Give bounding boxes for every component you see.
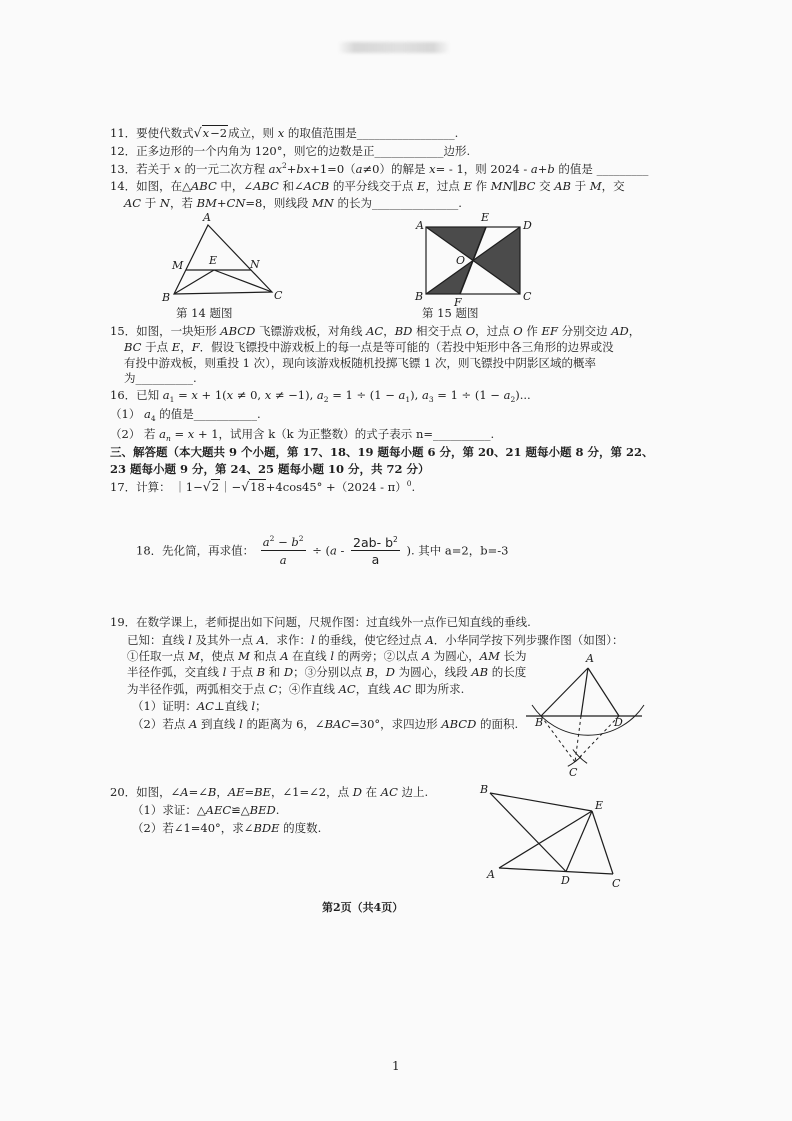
- text-segment: 作: [471, 179, 491, 193]
- label-e: E: [595, 799, 604, 812]
- text-segment: 12．正多边形的一个内角为 120°，则它的边数是正: [110, 144, 375, 158]
- text-segment: 在: [361, 785, 381, 799]
- text-segment: 的面积.: [476, 717, 519, 731]
- math-variable: ABCD: [441, 717, 477, 731]
- text-segment: 半径作弧，交直线: [127, 665, 223, 679]
- text-segment: ∥: [512, 179, 518, 193]
- text-segment: 为: [124, 371, 136, 385]
- text-segment: 2ab- b: [353, 535, 394, 550]
- text-segment: 边上.: [397, 785, 429, 799]
- answer-blank: _________: [596, 162, 649, 176]
- math-variable: D: [385, 665, 395, 679]
- math-variable: l: [222, 665, 227, 679]
- label-b: B: [535, 716, 544, 729]
- math-variable: E: [171, 340, 181, 354]
- text-segment: ，交: [601, 179, 625, 193]
- math-variable: AEC: [205, 803, 232, 817]
- text-segment: ，: [180, 340, 192, 354]
- text-segment: .: [411, 480, 416, 494]
- radical-sign: √: [241, 479, 250, 494]
- arc-center-a: [532, 705, 644, 735]
- text-segment: ．假设飞镖投中游戏板上的每一点是等可能的（若投中矩形中各三角形的边界或没: [199, 340, 614, 354]
- figure-20: [479, 783, 621, 890]
- subscript: 4: [150, 414, 156, 423]
- text-segment: = 1 ÷ (1 −: [433, 388, 504, 402]
- math-variable: BAC: [324, 717, 351, 731]
- page-number: 1: [392, 1059, 400, 1073]
- text-segment: =30°，求四边形: [350, 717, 442, 731]
- math-variable: a: [316, 388, 324, 402]
- math-variable: AB: [554, 179, 571, 193]
- math-variable: ACB: [303, 179, 330, 193]
- math-variable: a: [398, 388, 406, 402]
- text-segment: +: [286, 162, 297, 176]
- text-segment: ｜−: [220, 480, 242, 494]
- math-variable: l: [330, 649, 334, 663]
- text-segment: = - 1，则 2024 -: [435, 162, 531, 176]
- text-segment: 的长度: [488, 665, 527, 679]
- math-variable: BD: [394, 324, 413, 338]
- math-variable: b: [291, 535, 299, 549]
- math-variable: AC: [196, 699, 214, 713]
- math-variable: AB: [471, 665, 489, 679]
- text-segment: 的一元二次方程: [180, 162, 269, 176]
- text-segment: 17．计算： ｜1−: [110, 480, 203, 494]
- math-variable: D: [352, 785, 362, 799]
- text-segment: ≌△: [231, 803, 250, 817]
- math-variable: a: [530, 162, 538, 176]
- text-segment: 23 题每小题 9 分，第 24、25 题每小题 10 分，共 72 分）: [110, 462, 430, 476]
- text-segment: 和点: [249, 649, 281, 663]
- text-segment: -: [336, 543, 345, 558]
- text-segment: .: [257, 407, 261, 421]
- text-segment: =: [244, 785, 255, 799]
- text-segment: 飞镖游戏板，对角线: [255, 324, 367, 338]
- label-b: B: [415, 290, 424, 303]
- math-variable: x: [226, 388, 234, 402]
- label-b: B: [480, 783, 489, 796]
- text-segment: + 1(: [197, 388, 227, 402]
- math-variable: O: [513, 324, 523, 338]
- text-segment: 19．在数学课上，老师提出如下问题，尺规作图：过直线外一点作已知直线的垂线.: [110, 615, 531, 629]
- math-variable: BM: [196, 196, 217, 210]
- text-segment: （1）: [110, 407, 144, 421]
- text-segment: 长为: [499, 649, 527, 663]
- math-variable: a: [329, 543, 337, 558]
- bisector-ce: [214, 270, 272, 292]
- text-segment: ，过点: [475, 324, 514, 338]
- math-variable: a: [503, 388, 511, 402]
- superscript: 0: [406, 479, 412, 488]
- math-variable: bx: [296, 162, 311, 176]
- math-variable: O: [465, 324, 476, 338]
- math-variable: N: [159, 196, 170, 210]
- figure-14: [161, 211, 283, 304]
- text-segment: ，使点: [199, 649, 239, 663]
- answer-blank: ____________: [374, 144, 444, 158]
- text-segment: ≠ 0,: [233, 388, 265, 402]
- math-variable: BE: [254, 785, 272, 799]
- text-segment: 相交于点: [412, 324, 466, 338]
- math-variable: MN: [312, 196, 334, 210]
- figure-15: [414, 211, 532, 309]
- segment-ab: [541, 668, 588, 716]
- math-variable: B: [207, 785, 217, 799]
- math-variable: ABC: [253, 179, 279, 193]
- segment-dc: [575, 716, 619, 762]
- label-c: C: [274, 289, 283, 302]
- math-variable: x: [264, 388, 272, 402]
- math-variable: M: [188, 649, 200, 663]
- label-d: D: [523, 219, 532, 232]
- math-variable: MN: [490, 179, 513, 193]
- math-variable: BDE: [253, 821, 280, 835]
- text-segment: .: [454, 126, 459, 140]
- text-segment: =∠: [188, 785, 208, 799]
- text-segment: 和: [265, 665, 284, 679]
- math-variable: a: [355, 162, 363, 176]
- text-segment: （2） 若: [110, 427, 160, 441]
- text-segment: a: [371, 552, 380, 567]
- math-variable: B: [256, 665, 266, 679]
- segment-ec: [592, 811, 613, 874]
- text-segment: 的距离为 6，∠: [242, 717, 325, 731]
- text-segment: （1）求证：△: [132, 803, 206, 817]
- math-variable: BC: [124, 340, 142, 354]
- label-e: E: [481, 211, 490, 224]
- math-variable: a: [262, 535, 270, 549]
- text-segment: 于点: [226, 665, 257, 679]
- text-segment: ，直线: [355, 682, 394, 696]
- text-segment: ≠0）的解是: [362, 162, 430, 176]
- text-segment: = 1 ÷ (1 −: [328, 388, 399, 402]
- text-segment: （1）证明：: [132, 699, 197, 713]
- segment-bc: [541, 716, 575, 762]
- text-segment: ，: [374, 665, 386, 679]
- text-segment: ．小华同学按下列步骤作图（如图）：: [433, 633, 624, 647]
- text-segment: 于点: [141, 340, 172, 354]
- text-segment: 已知：直线: [127, 633, 189, 647]
- label-d: D: [614, 716, 623, 729]
- text-segment: 的值是: [554, 162, 597, 176]
- figure-14-caption: 第 14 题图: [176, 306, 233, 320]
- label-a: A: [203, 211, 211, 224]
- math-variable: l: [310, 633, 315, 647]
- text-segment: ，: [628, 324, 641, 338]
- math-variable: x: [429, 162, 436, 176]
- text-segment: + 1，试用含 k（k 为正整数）的式子表示 n=: [194, 427, 434, 441]
- math-variable: x: [187, 427, 195, 441]
- label-d: D: [561, 874, 570, 887]
- text-segment: +: [537, 162, 548, 176]
- text-segment: 的取值范围是: [284, 126, 357, 140]
- math-variable: CN: [226, 196, 246, 210]
- math-variable: M: [238, 649, 250, 663]
- text-segment: 及其外一点: [191, 633, 257, 647]
- text-segment: +4cos45° +（2024 - π）: [265, 480, 407, 494]
- subscript-variable: n: [166, 434, 171, 443]
- math-variable: a: [162, 388, 170, 402]
- math-variable: l: [239, 717, 243, 731]
- label-c: C: [569, 766, 578, 779]
- superscript: 2: [393, 535, 398, 544]
- label-a: A: [416, 219, 424, 232]
- answer-blank: ___________: [193, 407, 258, 421]
- text-segment: 的平分线交于点: [329, 179, 418, 193]
- text-segment: ，若: [169, 196, 197, 210]
- text-segment: （2）若∠1=40°，求∠: [132, 821, 254, 835]
- segment-ad: [588, 668, 619, 716]
- text-segment: .: [490, 427, 495, 441]
- text-segment: 为圆心，: [430, 649, 480, 663]
- text-segment: 18．先化简，再求值：: [136, 543, 255, 558]
- segment-ac: [499, 868, 613, 874]
- answer-blank: _______________: [372, 196, 459, 210]
- text-segment: 三、解答题（本大题共 9 个小题，第 17、18、19 题每小题 6 分，第 20、21 题每小题 8 分，第 22、: [110, 445, 654, 459]
- math-variable: AC: [393, 682, 411, 696]
- label-c: C: [523, 290, 532, 303]
- text-segment: 13．若关于: [110, 162, 175, 176]
- label-e: E: [209, 254, 218, 267]
- text-segment: 的两旁；②以点: [334, 649, 422, 663]
- text-segment: +: [216, 196, 227, 210]
- math-variable: AC: [338, 682, 356, 696]
- radicand-variable: x: [202, 126, 210, 140]
- text-segment: ．求作：: [264, 633, 311, 647]
- text-segment: 和∠: [278, 179, 304, 193]
- text-segment: 成立，则: [228, 126, 278, 140]
- math-variable: AE: [227, 785, 245, 799]
- text-segment: ①任取一点: [127, 649, 189, 663]
- math-variable: F: [191, 340, 200, 354]
- text-segment: )...: [515, 388, 531, 402]
- text-segment: 11．要使代数式: [110, 126, 194, 140]
- subscript: 2: [323, 395, 329, 404]
- math-variable: A: [421, 649, 431, 663]
- text-segment: ),: [410, 388, 422, 402]
- math-variable: AM: [479, 649, 500, 663]
- radicand: 2: [211, 480, 220, 494]
- math-variable: x: [174, 162, 181, 176]
- radicand: −2: [210, 126, 228, 140]
- text-segment: 15．如图，一块矩形: [110, 324, 221, 338]
- text-segment: 的垂线，使它经过点: [314, 633, 426, 647]
- math-variable: AC: [124, 196, 142, 210]
- math-variable: ax: [268, 162, 282, 176]
- label-m: M: [172, 259, 184, 272]
- math-variable: E: [463, 179, 472, 193]
- text-segment: 的长为: [333, 196, 372, 210]
- math-variable: A: [188, 717, 198, 731]
- text-segment: 有投中游戏板，则重投 1 次），现向该游戏板随机投掷飞镖 1 次，则飞镖投中阴影区域的概率: [124, 356, 597, 370]
- text-segment: 中，∠: [216, 179, 254, 193]
- subscript: 2: [510, 395, 516, 404]
- segment-ae: [499, 811, 592, 868]
- text-segment: 16．已知: [110, 388, 163, 402]
- text-segment: +1=0（: [310, 162, 356, 176]
- math-variable: ABC: [190, 179, 217, 193]
- text-segment: ，: [216, 785, 228, 799]
- text-segment: 作: [522, 324, 542, 338]
- label-b: B: [162, 291, 171, 304]
- label-o: O: [456, 254, 466, 267]
- text-segment: ≠ −1),: [271, 388, 317, 402]
- math-variable: ABCD: [220, 324, 256, 338]
- math-variable: EF: [541, 324, 558, 338]
- text-segment: ；③分别以点: [293, 665, 366, 679]
- figure-19: [526, 652, 644, 779]
- text-segment: 到直线: [197, 717, 240, 731]
- math-variable: a: [421, 388, 429, 402]
- text-segment: −: [274, 535, 292, 549]
- math-variable: a: [159, 427, 166, 441]
- math-variable: D: [283, 665, 294, 679]
- text-segment: ，: [383, 324, 395, 338]
- text-segment: 为圆心，线段: [395, 665, 472, 679]
- text-segment: 在直线: [288, 649, 331, 663]
- math-variable: a: [143, 407, 151, 421]
- math-variable: A: [280, 649, 289, 663]
- subscript: 1: [169, 395, 175, 404]
- answer-blank: __________: [135, 371, 193, 385]
- math-variable: a: [279, 553, 287, 567]
- subscript: 1: [405, 395, 411, 404]
- text-segment: 为半径作弧，两弧相交于点: [127, 682, 269, 696]
- text-segment: （2）若点: [132, 717, 189, 731]
- text-segment: 边形.: [443, 144, 471, 158]
- math-variable: E: [417, 179, 426, 193]
- answer-blank: __________: [433, 427, 491, 441]
- text-segment: 的度数.: [279, 821, 322, 835]
- radicand: 18: [250, 480, 265, 494]
- superscript: 2: [269, 534, 275, 543]
- text-segment: ，∠1=∠2，点: [271, 785, 353, 799]
- figure-15-caption: 第 15 题图: [422, 306, 479, 320]
- segment-ed: [566, 811, 592, 872]
- math-variable: b: [547, 162, 555, 176]
- math-variable: AC: [380, 785, 398, 799]
- text-segment: ；④作直线: [277, 682, 339, 696]
- text-segment: 分别交边: [557, 324, 612, 338]
- text-segment: 即为所求.: [411, 682, 465, 696]
- math-variable: AD: [611, 324, 629, 338]
- math-variable: l: [188, 633, 192, 647]
- math-variable: A: [256, 633, 265, 647]
- text-segment: 14．如图，在△: [110, 179, 191, 193]
- math-variable: BED: [249, 803, 276, 817]
- math-variable: A: [425, 633, 434, 647]
- text-segment: ⊥直线: [213, 699, 252, 713]
- label-a: A: [487, 868, 495, 881]
- line-ac-upper: [581, 668, 588, 716]
- text-segment: =: [174, 388, 192, 402]
- text-segment: 的值是: [155, 407, 194, 421]
- label-a: A: [586, 652, 594, 665]
- superscript: 2: [298, 534, 304, 543]
- text-segment: =: [170, 427, 188, 441]
- answer-blank: _________________: [356, 126, 455, 140]
- math-variable: M: [589, 179, 602, 193]
- text-segment: 20．如图，∠: [110, 785, 181, 799]
- radical-sign: √: [193, 125, 202, 140]
- superscript: 2: [281, 161, 287, 170]
- text-segment: 交: [535, 179, 555, 193]
- text-segment: .: [275, 803, 280, 817]
- text-segment: 于: [571, 179, 590, 193]
- text-segment: =8，则线段: [245, 196, 312, 210]
- text-segment: ，过点: [425, 179, 464, 193]
- label-f: F: [454, 296, 462, 309]
- text-segment: .: [193, 371, 197, 385]
- text-segment: ；: [255, 699, 267, 713]
- math-variable: B: [365, 665, 375, 679]
- text-segment: .: [458, 196, 462, 210]
- math-variable: C: [268, 682, 278, 696]
- text-segment: ÷ (: [312, 543, 330, 558]
- label-c: C: [612, 877, 621, 890]
- subscript: 3: [428, 395, 434, 404]
- math-variable: BC: [517, 179, 536, 193]
- math-variable: l: [251, 699, 256, 713]
- page-footer: 第2页（共4页）: [322, 901, 404, 914]
- math-variable: x: [277, 126, 285, 140]
- math-variable: A: [180, 785, 189, 799]
- label-n: N: [250, 258, 260, 271]
- math-variable: x: [191, 388, 198, 402]
- text-segment: 于: [141, 196, 160, 210]
- radical-sign: √: [202, 479, 211, 494]
- text-segment: ). 其中 a=2，b=-3: [406, 543, 509, 558]
- math-variable: AC: [366, 324, 384, 338]
